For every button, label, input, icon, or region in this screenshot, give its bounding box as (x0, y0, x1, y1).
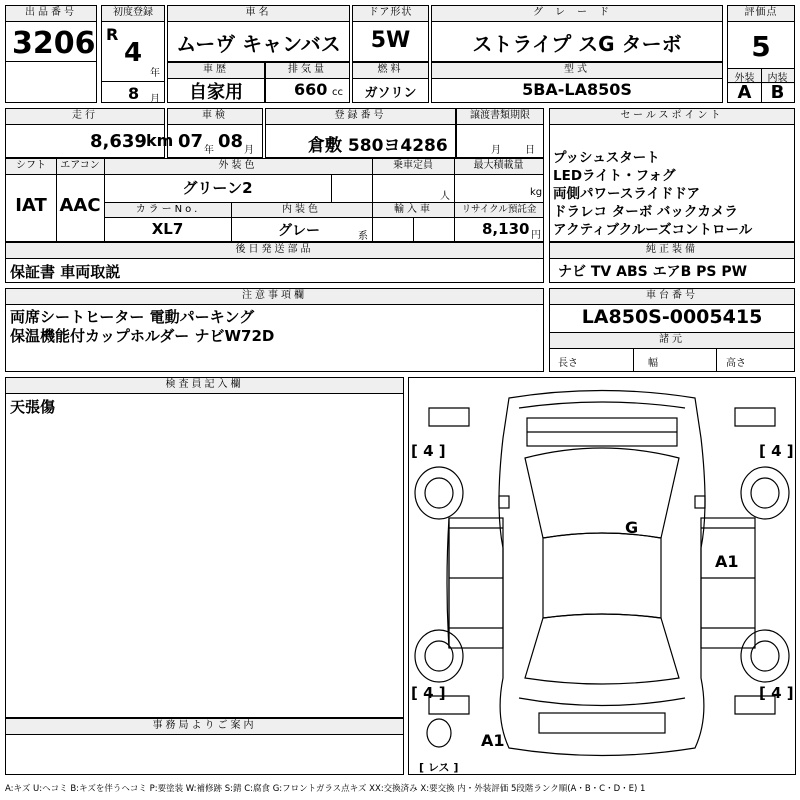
int-color-header: 内装色 (231, 203, 372, 218)
mark-right-door: A1 (715, 552, 739, 571)
transfer-day-unit: 日 (525, 145, 535, 156)
first-registration-cell (101, 5, 165, 103)
sales-points-box (549, 108, 795, 242)
spec-grid (5, 158, 544, 242)
inspector-box (5, 377, 404, 718)
door-type: 5W (370, 28, 411, 53)
inspection-cell (167, 108, 263, 158)
shift: IAT (15, 195, 47, 216)
chassis-number: LA850S-0005415 (581, 306, 763, 328)
door-header: ドア形状 (353, 6, 428, 21)
car-diagram-box (408, 377, 796, 775)
door-cell (352, 5, 429, 62)
color-no-header: カラーNo. (105, 203, 231, 218)
recycle-header: リサイクル預託金 (455, 203, 543, 218)
tire-rear-left (415, 630, 463, 682)
grade: ストライプ スG ターボ (472, 32, 682, 56)
later-parts-box (5, 242, 544, 283)
fuel: ガソリン (364, 86, 417, 101)
displacement-cell (265, 62, 350, 103)
car-name-cell (167, 5, 350, 62)
registration-number: 倉敷 580ヨ4286 (308, 136, 448, 156)
mileage: 8,639 (90, 131, 147, 152)
capacity-header: 乗車定員 (372, 159, 454, 174)
int-color: グレー (278, 223, 320, 239)
grade-header: グレード (432, 6, 722, 21)
score-cell (727, 5, 795, 103)
car-name-header: 車名 (168, 6, 349, 21)
sales-points-header: セールスポイント (550, 109, 794, 124)
ext-color: グリーン2 (182, 179, 253, 197)
chassis-header: 車台番号 (550, 289, 794, 304)
notes-lines (10, 308, 274, 346)
exterior-grade: A (737, 82, 752, 103)
office-box (5, 718, 404, 775)
notes-box (5, 288, 544, 372)
lot-number-cell (5, 5, 97, 103)
car-name: ムーヴ キャンバス (176, 32, 341, 56)
lot-number-header: 出品番号 (6, 6, 96, 21)
model-code-header: 型式 (432, 63, 722, 78)
month-unit: 月 (150, 94, 160, 105)
width-label: 幅 (648, 358, 658, 369)
ac: AAC (59, 195, 101, 216)
car-diagram (409, 378, 795, 774)
lot-number: 3206 (12, 26, 96, 61)
interior-header: 内装 (761, 69, 794, 84)
sales-point: 両側パワースライドドア (553, 186, 701, 202)
registration-month: 8 (128, 84, 140, 103)
km-unit: km (146, 131, 174, 150)
kei-unit: 系 (358, 231, 368, 242)
sales-points-list (553, 149, 793, 239)
inspection-year: 07 (178, 131, 204, 152)
max-load-header: 最大積載量 (454, 159, 543, 174)
sales-point: ドラレコ ターボ バックカメラ (553, 204, 738, 220)
notes-header: 注意事項欄 (6, 289, 543, 304)
fuel-header: 燃料 (353, 63, 428, 78)
era-label: R (106, 25, 119, 44)
first-registration-header: 初度登録 (102, 6, 164, 21)
history-cell (167, 62, 265, 103)
note-line: 両席シートヒーター 電動パーキング (10, 308, 255, 326)
tread-front-left: [ 4 ] (411, 442, 446, 460)
genuine-equipment-header: 純正装備 (550, 243, 794, 258)
sales-point: アクティブクルーズコントロール (553, 222, 753, 238)
displacement: 660 (294, 80, 328, 99)
later-parts-header: 後日発送部品 (6, 243, 543, 258)
ac-header: エアコン (56, 159, 104, 174)
exterior-header: 外装 (728, 69, 761, 84)
height-label: 高さ (726, 358, 746, 369)
tire-front-left (415, 467, 463, 519)
spare-tire-label: [ レス ] (419, 761, 459, 774)
mark-windshield: G (625, 518, 639, 537)
inspection-year-unit: 年 (204, 145, 214, 156)
tread-rear-left: [ 4 ] (411, 684, 446, 702)
mileage-header: 走行 (6, 109, 164, 124)
tread-front-right: [ 4 ] (759, 442, 794, 460)
sales-point: LEDライト・フォグ (553, 168, 676, 184)
displacement-header: 排気量 (266, 63, 349, 78)
interior-grade: B (770, 82, 785, 103)
mileage-cell (5, 108, 174, 158)
score: 5 (751, 30, 771, 63)
windshield (525, 448, 679, 538)
length-label: 長さ (558, 358, 578, 369)
transfer-docs-cell (456, 108, 544, 158)
inspection-month: 08 (218, 131, 244, 152)
registration-year: 4 (124, 38, 143, 68)
year-unit: 年 (150, 68, 160, 79)
fuel-cell (352, 62, 429, 103)
score-header: 評価点 (728, 6, 794, 21)
import-header: 輸入車 (373, 203, 454, 218)
shift-header: シフト (6, 159, 56, 174)
car-body-outline (499, 391, 705, 756)
note-line: 保温機能付カップホルダー ナビW72D (10, 327, 275, 345)
chassis-box (549, 288, 795, 372)
model-code: 5BA-LA850S (522, 80, 632, 99)
history: 自家用 (189, 82, 243, 103)
cc-unit: cc (332, 87, 343, 98)
person-unit: 人 (440, 191, 450, 202)
inspector-note: 天張傷 (10, 398, 56, 416)
tread-rear-right: [ 4 ] (759, 684, 794, 702)
spare-tire (427, 719, 451, 747)
tire-front-right (741, 467, 789, 519)
inspector-header: 検査員記入欄 (6, 378, 403, 393)
mark-rear: A1 (481, 731, 505, 750)
grade-cell (431, 5, 723, 62)
tire-rear-right (741, 630, 789, 682)
registration-number-cell (265, 108, 456, 158)
model-code-cell (431, 62, 723, 103)
genuine-equipment-box (549, 242, 795, 283)
kg-unit: kg (530, 187, 543, 198)
later-parts: 保証書 車両取説 (10, 263, 121, 281)
recycle-fee: 8,130 (482, 220, 530, 238)
transfer-month-unit: 月 (491, 145, 501, 156)
legend-text: A:キズ U:ヘコミ B:キズを伴うヘコミ P:要塗装 W:補修跡 S:錆 C:腐食 G:フロントガラス点キズ XX:交換済み X:要交換 内・外装評価 5段階ランク順(A・B・C・D・E) 1 (5, 784, 646, 794)
office-header: 事務局よりご案内 (6, 719, 403, 734)
sales-point: プッシュスタート (553, 150, 660, 166)
ext-color-header: 外装色 (104, 159, 372, 174)
genuine-equipment: ナビ TV ABS エアB PS PW (558, 264, 748, 280)
inspection-header: 車検 (168, 109, 262, 124)
color-no: XL7 (151, 220, 184, 238)
registration-number-header: 登録番号 (266, 109, 455, 124)
history-header: 車歴 (168, 63, 264, 78)
specs-header: 諸元 (550, 333, 794, 348)
yen-unit: 円 (531, 230, 541, 241)
inspection-month-unit: 月 (244, 145, 254, 156)
transfer-docs-header: 譲渡書類期限 (457, 109, 543, 124)
